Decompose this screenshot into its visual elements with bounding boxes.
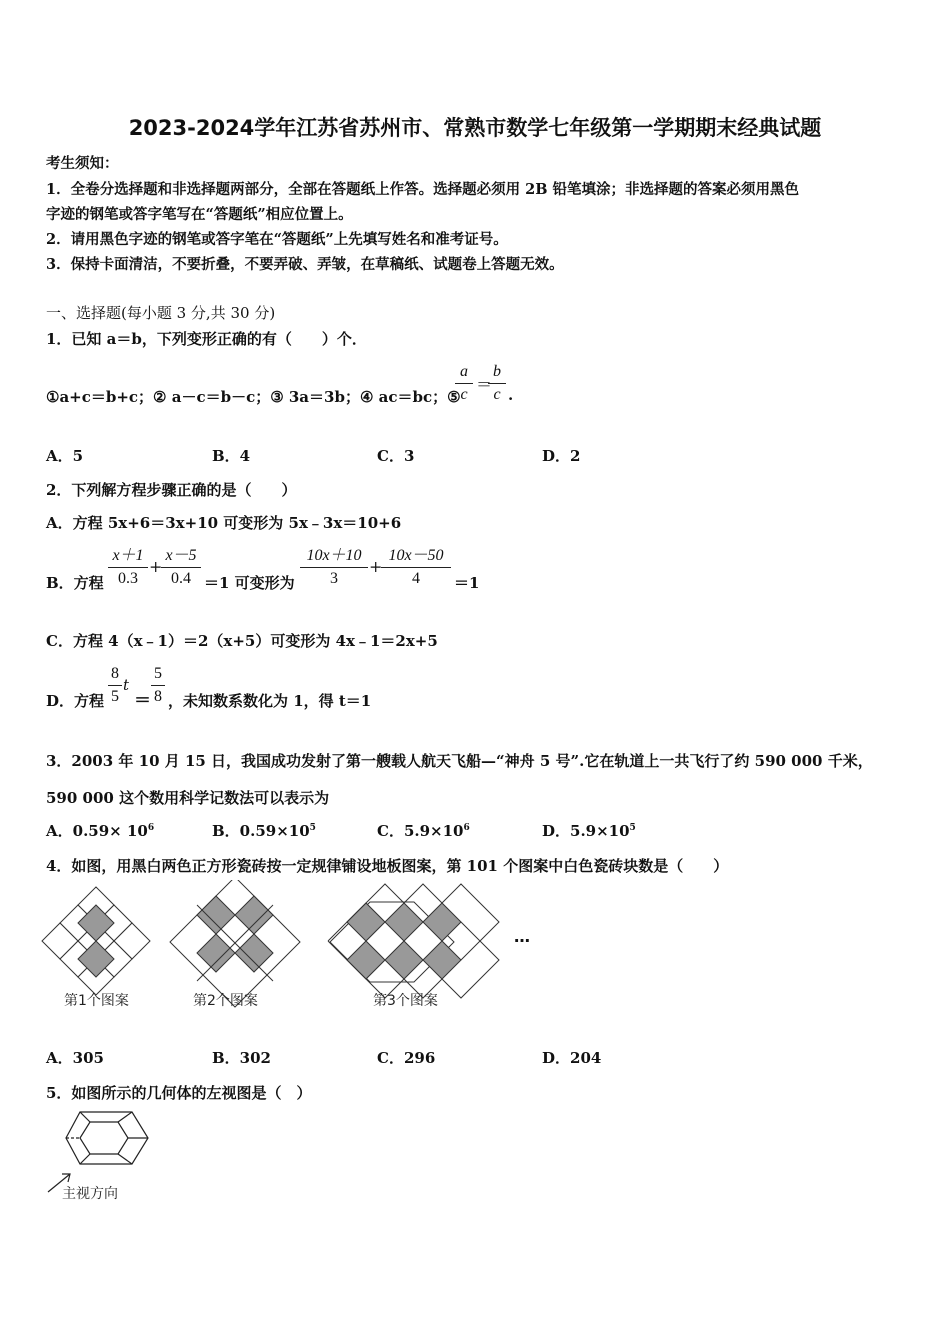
q4-pattern-2 [170, 880, 300, 1007]
q2-d-f1-num: 8 [111, 665, 119, 682]
q4-caption-2: 第2个图案 [193, 993, 258, 1009]
q1-fraction-a-over-c [455, 362, 473, 405]
q1-stem: 1．已知 a＝b，下列变形正确的有（ ）个． [46, 330, 367, 348]
q2-b-fraction-1 [108, 546, 148, 589]
q1-option-b: B．4 [212, 447, 251, 465]
q2-b-end: ＝1 [454, 574, 480, 592]
q4-option-c: C．296 [377, 1049, 436, 1067]
q4-pattern-1 [42, 887, 150, 995]
q2-b-f3-num: 10x＋10 [306, 547, 362, 564]
q2-d-fraction-2 [151, 664, 165, 707]
q2-d-fraction-1 [108, 664, 122, 707]
q2-b-plus-2: + [369, 557, 383, 576]
q3-line-1: 3．2003 年 10 月 15 日，我国成功发射了第一艘载人航天飞船—“神舟 5 号”.它在轨道上一共飞行了约 590 000 千米， [46, 752, 873, 770]
q3-option-d [542, 820, 636, 841]
q1-end: . [508, 386, 514, 404]
q2-d-end: ，未知数系数化为 1，得 t＝1 [168, 692, 372, 710]
q3-line-2: 590 000 这个数用科学记数法可以表示为 [46, 789, 330, 807]
q1-frac-a-den: c [460, 386, 468, 403]
q4-stem: 4．如图，用黑白两色正方形瓷砖按一定规律铺设地板图案，第 101 个图案中白色瓷砖块数是（ ） [46, 857, 729, 875]
q3-option-c [377, 820, 470, 841]
q2-d-f2-den: 8 [154, 688, 162, 705]
q2-b-f1-den: 0.3 [118, 570, 138, 587]
q1-option-a: A．5 [46, 447, 84, 465]
q4-option-a: A．305 [46, 1049, 104, 1067]
q1-equals: ＝ [476, 375, 493, 394]
q4-caption-1: 第1个图案 [64, 993, 129, 1009]
notice-line-1a: 1．全卷分选择题和非选择题两部分，全部在答题纸上作答。选择题必须用 2B 铅笔填涂；非选择题的答案必须用黑色 [46, 181, 800, 198]
q1-items: ①a+c＝b+c；② a－c＝b－c；③ 3a＝3b；④ ac＝bc；⑤ [46, 388, 461, 406]
q2-d-f1-den: 5 [111, 688, 119, 705]
q2-d-variable-t: t [123, 676, 130, 694]
q5-prism-drawing [48, 1112, 148, 1192]
q1-frac-b-num: b [493, 363, 501, 380]
q3-option-c-text: C．5.9×10 [377, 822, 464, 840]
q4-tile-patterns-figure [40, 880, 560, 1015]
q5-hexagonal-prism-figure [40, 1106, 170, 1206]
q2-b-fraction-2 [161, 546, 201, 589]
q2-option-c: C．方程 4（x﹣1）＝2（x+5）可变形为 4x﹣1＝2x+5 [46, 632, 438, 650]
q2-b-plus-1: + [149, 557, 163, 576]
q3-option-b-exp: 5 [309, 823, 316, 833]
q2-b-f1-num: x＋1 [112, 547, 144, 564]
q4-option-b: B．302 [212, 1049, 271, 1067]
q2-stem: 2．下列解方程步骤正确的是（ ） [46, 481, 297, 499]
q2-b-f4-den: 4 [412, 570, 420, 587]
q2-b-f2-den: 0.4 [171, 570, 191, 587]
notice-line-2: 2．请用黑色字迹的钢笔或答字笔在“答题纸”上先填写姓名和准考证号。 [46, 231, 508, 248]
q1-option-d: D．2 [542, 447, 581, 465]
q5-stem: 5．如图所示的几何体的左视图是（ ） [46, 1084, 312, 1102]
q3-option-b [212, 820, 316, 841]
q3-option-a-exp: 6 [147, 823, 155, 833]
q1-fraction-b-over-c [488, 362, 506, 405]
q2-d-f2-num: 5 [154, 665, 162, 682]
q3-option-b-text: B．0.59×10 [212, 822, 310, 840]
q2-b-fraction-4 [381, 546, 451, 589]
q1-frac-a-num: a [460, 363, 468, 380]
q4-ellipsis: … [514, 927, 530, 946]
q2-b-f3-den: 3 [330, 570, 338, 587]
q2-b-mid: ＝1 可变形为 [204, 574, 295, 592]
notice-line-1b: 字迹的钢笔或答字笔写在“答题纸”相应位置上。 [46, 206, 353, 223]
q4-option-d: D．204 [542, 1049, 602, 1067]
page-title: 2023-2024学年江苏省苏州市、常熟市数学七年级第一学期期末经典试题 [128, 116, 822, 140]
q3-option-a-text: A．0.59× 10 [46, 822, 148, 840]
q4-pattern-3 [328, 884, 499, 998]
q2-d-equals: ＝ [134, 691, 151, 711]
q2-option-a: A．方程 5x+6＝3x+10 可变形为 5x﹣3x＝10+6 [46, 514, 402, 532]
notice-heading: 考生须知： [46, 155, 119, 172]
q3-option-d-text: D．5.9×10 [542, 822, 630, 840]
q3-option-d-exp: 5 [629, 823, 636, 833]
q3-option-c-exp: 6 [463, 823, 470, 833]
q1-option-c: C．3 [377, 447, 415, 465]
q4-caption-3: 第3个图案 [373, 993, 438, 1009]
q1-frac-b-den: c [493, 386, 501, 403]
q2-b-f2-num: x－5 [165, 547, 197, 564]
q5-caption: 主视方向 [62, 1186, 118, 1202]
q2-option-b-prefix: B．方程 [46, 574, 104, 592]
notice-line-3: 3．保持卡面清洁，不要折叠，不要弄破、弄皱，在草稿纸、试题卷上答题无效。 [46, 256, 564, 273]
section-heading: 一、选择题(每小题 3 分,共 30 分) [46, 304, 276, 322]
q2-b-fraction-3 [300, 546, 368, 589]
q3-option-a [46, 820, 154, 841]
q2-option-d-prefix: D．方程 [46, 692, 105, 710]
q2-b-f4-num: 10x－50 [388, 547, 444, 564]
